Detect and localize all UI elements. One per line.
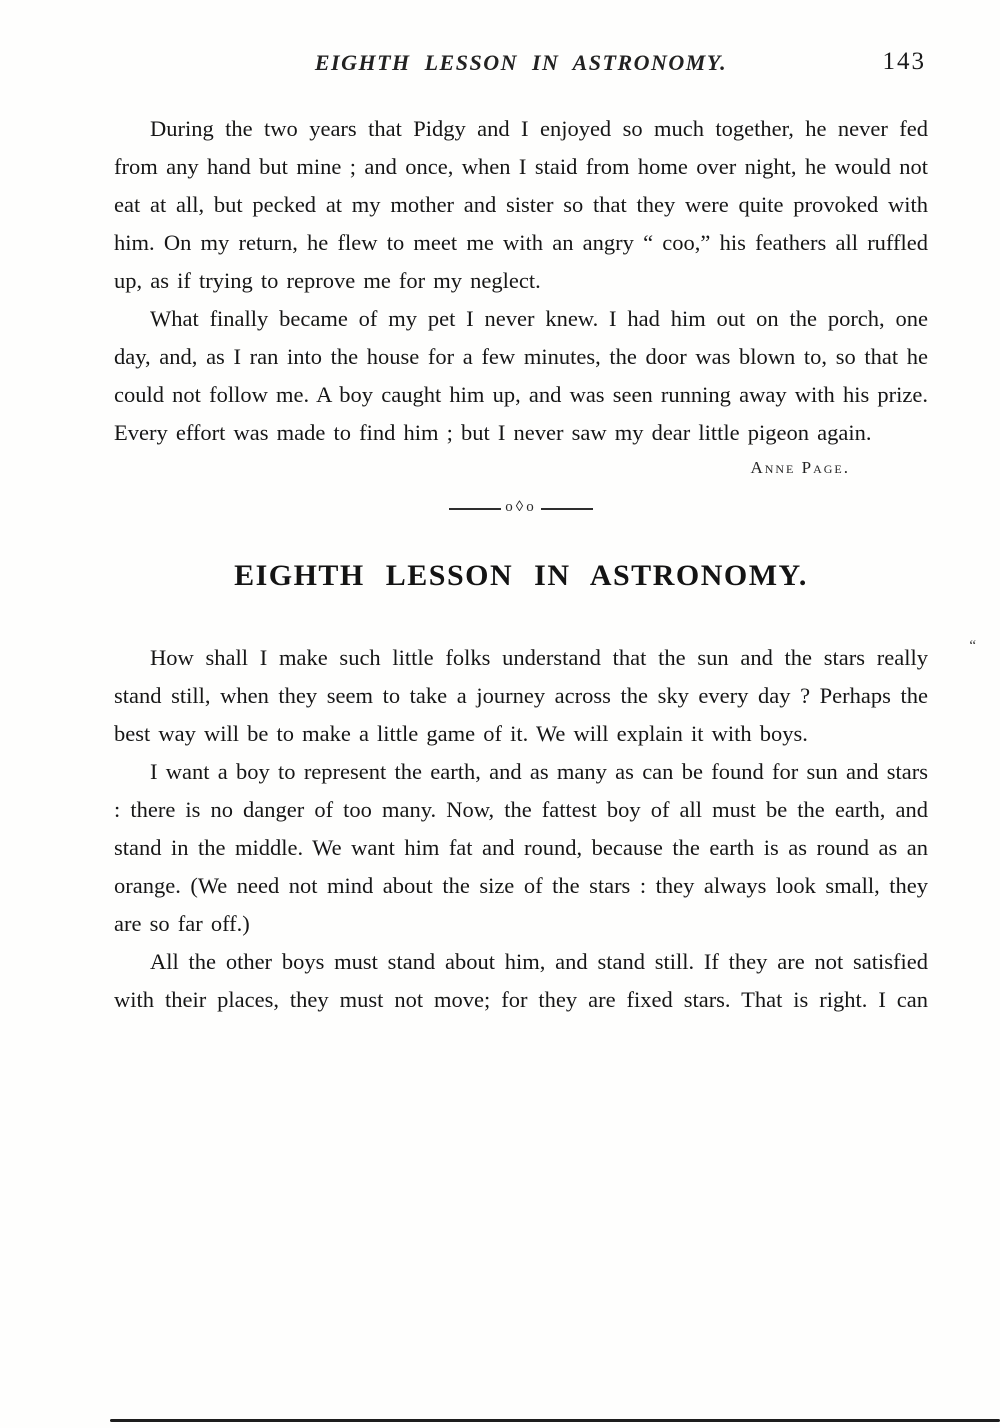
lesson-paragraph: How shall I make such little folks understand that the sun and the stars really stand still, when they seem to take a journey across the sky every day ? Perhaps the best way will be to make a little game of it. We will explain it with boys. [114, 645, 928, 746]
running-head [114, 50, 928, 76]
scan-stray-mark: “ [969, 638, 976, 654]
ornament-rule-left [449, 508, 501, 510]
divider-ornament [114, 500, 928, 517]
page-number: 143 [882, 48, 926, 75]
lesson-section [114, 639, 928, 1019]
lesson-paragraph: I want a boy to represent the earth, and as many as can be found for sun and stars : there is no danger of too many. Now, the fattest boy of all must be the earth, and stand in the middle. We want him fat and round, because the earth is as round as an orange. (We need not mind about the size of the stars : they always look small, they are so far off.) [114, 759, 928, 936]
ornament-rule-right [541, 508, 593, 510]
story-paragraph: What finally became of my pet I never knew. I had him out on the porch, one day, and, as I ran into the house for a few minutes, the door was blown to, so that he could not follow me. A boy caught him up, and was seen running away with his prize. Every effort was made to find him ; but I never saw my dear little pigeon again. [114, 306, 928, 445]
chapter-heading: EIGHTH LESSON IN ASTRONOMY. [234, 559, 808, 592]
lesson-paragraph: All the other boys must stand about him, and stand still. If they are not satisfied with their places, they must not move; for they are fixed stars. That is right. I can [114, 949, 928, 1012]
running-head-title: EIGHTH LESSON IN ASTRONOMY. [314, 50, 728, 75]
ornament-glyphs: o◊o [505, 499, 537, 515]
scan-artifact-line [110, 1419, 1000, 1422]
author-signature: Anne Page. [750, 458, 850, 477]
story-ending-section [114, 110, 928, 452]
story-paragraph: During the two years that Pidgy and I enjoyed so much together, he never fed from any hand but mine ; and once, when I staid from home over night, he would not eat at all, but pecked at my mother and sister so that they were quite provoked with him. On my return, he flew to meet me with an angry “ coo,” his feathers all ruffled up, as if trying to reprove me for my neglect. [114, 116, 928, 293]
